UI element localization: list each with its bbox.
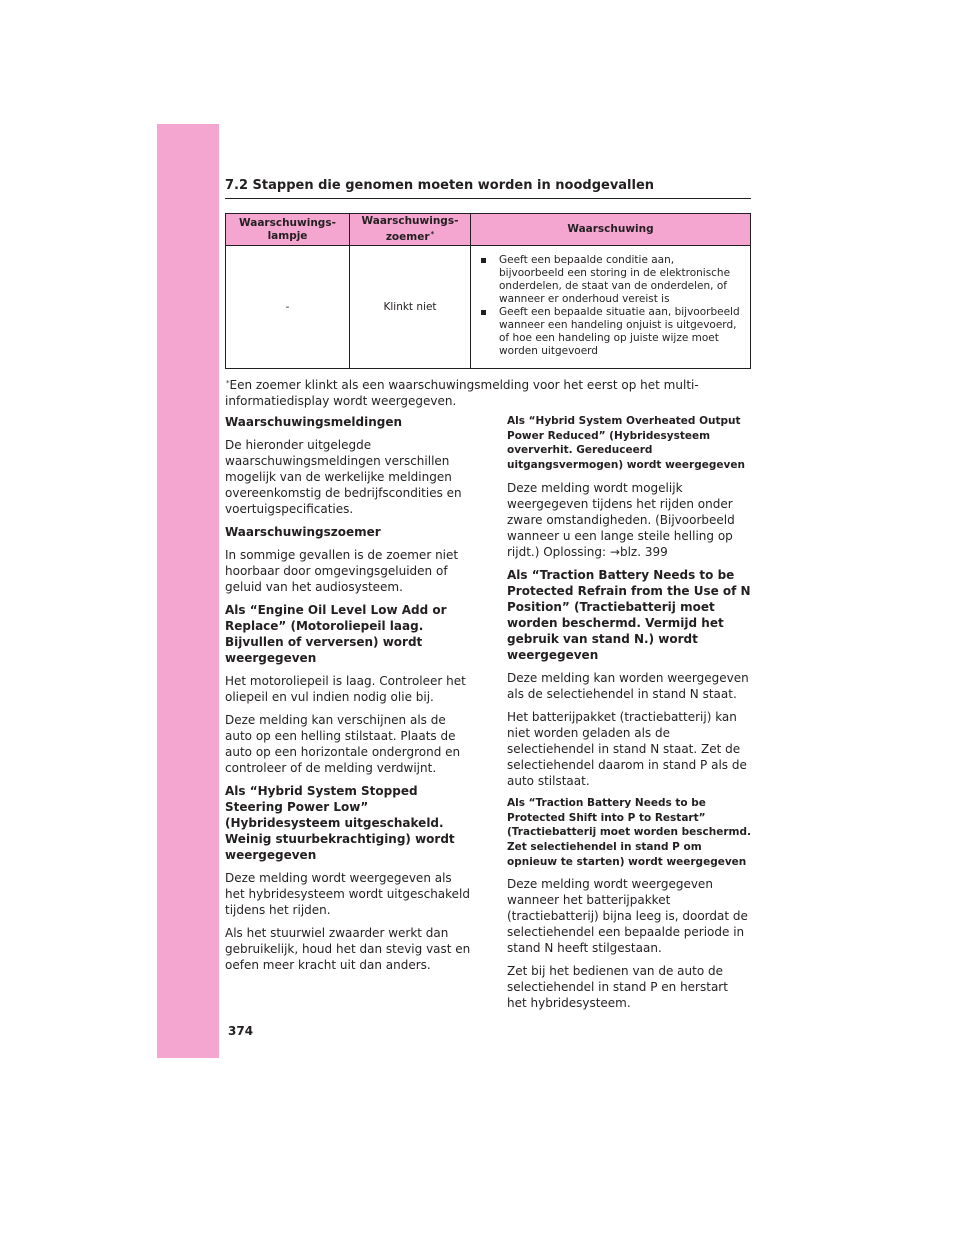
header-zoemer-line1: Waarschuwings-: [361, 215, 459, 227]
paragraph: Deze melding wordt weergegeven als het hybridesysteem wordt uitgeschakeld tijdens het rijden.: [225, 871, 471, 917]
paragraph: Deze melding kan worden weergegeven als de selectiehendel in stand N staat.: [507, 670, 749, 701]
table-header-row: [226, 214, 751, 246]
warning-bullet-2: Geeft een bepaalde situatie aan, bijvoorbeeld wanneer een handeling onjuist is uitgevoerd, of hoe een handeling op juiste wijze moet worden uitgevoerd: [477, 306, 742, 358]
paragraph: Deze melding wordt weergegeven wanneer het batterijpakket (tractiebatterij) bijna leeg is, doordat de selectiehendel een bepaalde periode in stand N heeft stilgestaan.: [507, 877, 748, 956]
left-column: [225, 414, 473, 980]
cell-lampje: -: [226, 246, 350, 369]
footnote: [225, 375, 751, 409]
paragraph: Deze melding kan verschijnen als de auto op een helling stilstaat. Plaats de auto op een horizontale ondergrond en controleer of de melding verdwijnt.: [225, 713, 461, 775]
paragraph: Het motoroliepeil is laag. Controleer het oliepeil en vul indien nodig olie bij.: [225, 674, 466, 704]
cell-zoemer: Klinkt niet: [350, 246, 471, 369]
header-zoemer: [350, 214, 471, 246]
warning-table: [225, 213, 751, 369]
paragraph: In sommige gevallen is de zoemer niet hoorbaar door omgevingsgeluiden of geluid van het audiosysteem.: [225, 548, 459, 594]
header-lampje-line2: lampje: [267, 229, 308, 242]
footnote-marker: *: [430, 230, 435, 238]
heading-hybrid-system-overheated: Als “Hybrid System Overheated Output Power Reduced” (Hybridesysteem oververhit. Gereduceerd uitgangsvermogen) wordt weergegeven: [507, 415, 745, 472]
header-warning: Waarschuwing: [471, 214, 751, 246]
header-zoemer-line2-wrap: [350, 228, 470, 244]
header-zoemer-line2: zoemer: [385, 231, 430, 243]
paragraph: Als het stuurwiel zwaarder werkt dan gebruikelijk, houd het dan stevig vast en oefen meer kracht uit dan anders.: [225, 926, 471, 972]
paragraph: Het batterijpakket (tractiebatterij) kan niet worden geladen als de selectiehendel in stand N staat. Zet de selectiehendel daarom in stand P als de auto stilstaat.: [507, 709, 747, 788]
heading-engine-oil-level-low: Als “Engine Oil Level Low Add or Replace” (Motoroliepeil laag. Bijvullen of verversen) wordt weergegeven: [225, 603, 447, 665]
warning-bullet-1: Geeft een bepaalde conditie aan, bijvoorbeeld een storing in de elektronische onderdelen, de staat van de onderdelen, of wanneer er onderhoud vereist is: [477, 254, 742, 306]
header-lampje-line1: Waarschuwings-: [239, 216, 336, 229]
heading-waarschuwingsmeldingen: Waarschuwingsmeldingen: [225, 415, 403, 429]
heading-waarschuwingszoemer: Waarschuwingszoemer: [225, 525, 381, 539]
table-row: [226, 246, 751, 369]
section-heading: 7.2 Stappen die genomen moeten worden in noodgevallen: [225, 178, 655, 193]
heading-traction-battery-shift-p: Als “Traction Battery Needs to be Protected Shift into P to Restart” (Tractiebatterij moet worden beschermd. Zet selectiehendel in stand P om opnieuw te starten) wordt weergegeven: [507, 796, 751, 868]
footnote-mark: *: [226, 379, 230, 387]
right-column: [507, 414, 751, 1018]
heading-hybrid-system-stopped: Als “Hybrid System Stopped Steering Power Low” (Hybridesysteem uitgeschakeld. Weinig stuurbekrachtiging) wordt weergegeven: [225, 784, 455, 862]
paragraph: De hieronder uitgelegde waarschuwingsmeldingen verschillen mogelijk van de werkelijke meldingen overeenkomstig de bedrijfscondities en voertuigspecificaties.: [225, 438, 462, 516]
footnote-text: Een zoemer klinkt als een waarschuwingsmelding voor het eerst op het multi-informatiedisplay wordt weergegeven.: [225, 378, 699, 408]
paragraph: Deze melding wordt mogelijk weergegeven tijdens het rijden onder zware omstandigheden. (Bijvoorbeeld wanneer u een lange steile helling op rijdt.) Oplossing: →blz. 399: [507, 480, 735, 559]
heading-rule: [225, 198, 751, 199]
cell-warning: [471, 246, 751, 369]
chapter-side-tab: [157, 124, 219, 1058]
heading-traction-battery-refrain-n: Als “Traction Battery Needs to be Protected Refrain from the Use of N Position” (Tractiebatterij moet worden beschermd. Vermijd het gebruik van stand N.) wordt weergegeven: [507, 567, 751, 662]
page-number: 374: [228, 1024, 254, 1038]
paragraph: Zet bij het bedienen van de auto de selectiehendel in stand P en herstart het hybridesysteem.: [507, 964, 728, 1011]
header-lampje: [226, 214, 350, 246]
